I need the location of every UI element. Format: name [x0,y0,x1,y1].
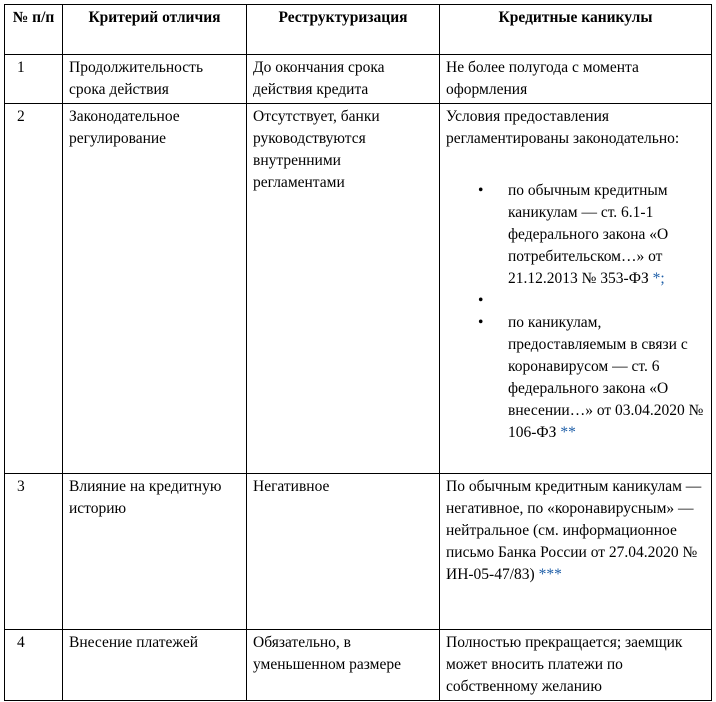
row-number: 3 [5,474,63,630]
row-number: 1 [5,55,63,104]
table-row [5,630,712,701]
table-row [5,474,712,630]
criterion-cell: Влияние на кредитную историю [63,474,247,630]
header-restructuring: Реструктуризация [247,5,440,55]
criterion-cell: Продолжительность срока действия [63,55,247,104]
holidays-cell [440,474,712,630]
restructuring-cell: Отсутствует, банки руководствуются внутренними регламентами [247,104,440,474]
holidays-cell: Не более полугода с момента оформления [440,55,712,104]
comparison-table [4,4,712,701]
list-item [446,180,705,290]
law-item-text: по обычным кредитным каникулам — ст. 6.1-1 федерального закона «О потребительском…» от 21.12.2013 № 353-ФЗ [508,182,669,287]
header-number: № п/п [5,5,63,55]
restructuring-cell: До окончания срока действия кредита [247,55,440,104]
law-item-text: по каникулам, предоставляемым в связи с коронавирусом — ст. 6 федерального закона «О внесении…» от 03.04.2020 № 106-ФЗ [508,314,704,441]
restructuring-cell: Негативное [247,474,440,630]
law-list [446,180,705,444]
footnote-marker: *; [652,270,665,287]
list-item [446,312,705,444]
table-row [5,55,712,104]
row-number: 2 [5,104,63,474]
holidays-cell: Полностью прекращается; заемщик может вносить платежи по собственному желанию [440,630,712,701]
footnote-marker: ** [560,424,576,441]
footnote-marker: *** [538,566,562,583]
table-row [5,104,712,474]
restructuring-cell: Обязательно, в уменьшенном размере [247,630,440,701]
holidays-cell [440,104,712,474]
holidays-text: По обычным кредитным каникулам — негативное, по «коронавирусным» — нейтральное (см. информационное письмо Банка России от 27.04.2020 № ИН-05-47/83) [446,478,702,583]
header-credit-holidays: Кредитные каникулы [440,5,712,55]
criterion-cell: Законодательное регулирование [63,104,247,474]
holidays-intro: Условия предоставления регламентированы законодательно: [446,108,680,147]
row-number: 4 [5,630,63,701]
table-header-row [5,5,712,55]
header-criterion: Критерий отличия [63,5,247,55]
criterion-cell: Внесение платежей [63,630,247,701]
